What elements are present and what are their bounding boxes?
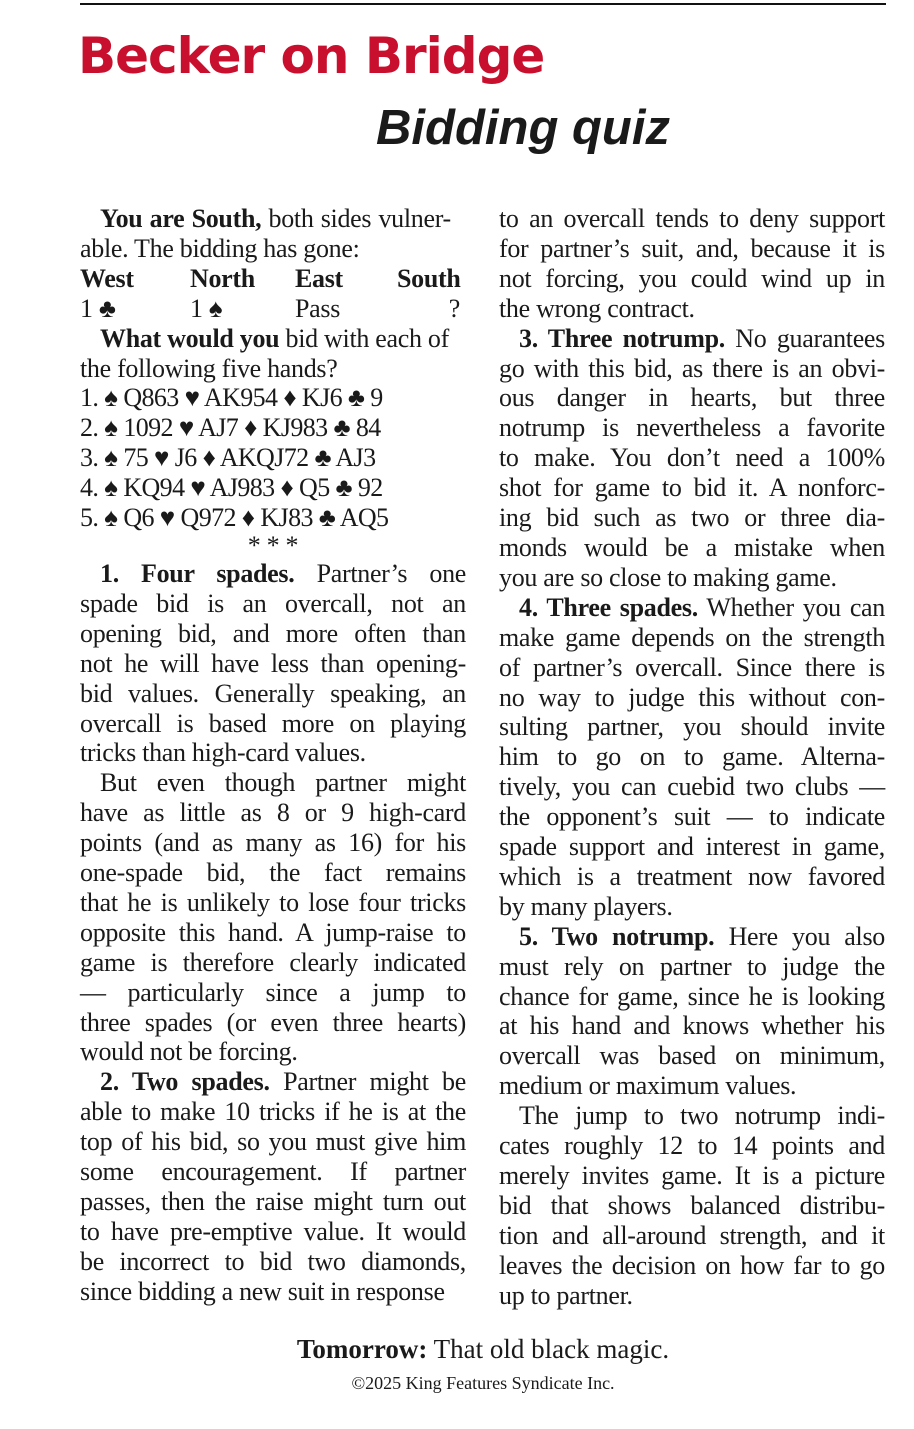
- auction-header-east: East: [295, 263, 343, 293]
- paragraph-line: [499, 982, 885, 1012]
- auction-bid-east: Pass: [295, 293, 341, 323]
- line-text: — particularly since a jump to: [80, 977, 466, 1007]
- line-text: ing bid such as two or three dia-: [499, 503, 885, 533]
- line-text: not he will have less than opening-: [80, 648, 466, 678]
- paragraph-line: [499, 1101, 885, 1131]
- line-text: leaves the decision on how far to go: [499, 1250, 885, 1280]
- paragraph-line: [80, 798, 466, 828]
- paragraph-line: [499, 892, 885, 922]
- right-column: [499, 204, 885, 1311]
- line-text: passes, then the raise might turn out: [80, 1187, 466, 1216]
- line-text: shot for game to bid it. A nonforc-: [499, 473, 885, 503]
- line-text: able to make 10 tricks if he is at the: [80, 1097, 466, 1127]
- paragraph-line: [499, 563, 885, 593]
- answer-1-continued: [80, 768, 466, 1067]
- line-text: for partner’s suit, and, because it is: [499, 233, 885, 263]
- paragraph-line: [80, 1097, 466, 1127]
- question-line: bid with each of: [285, 323, 449, 353]
- answer-1: [80, 559, 466, 768]
- line-text: that he is unlikely to lose four tricks: [80, 887, 466, 917]
- paragraph-line: [499, 503, 885, 533]
- paragraph-line: [80, 1217, 466, 1247]
- hand-2: 2. ♠ 1092 ♥ AJ7 ♦ KJ983 ♣ 84: [80, 413, 381, 443]
- paragraph-line: [499, 1161, 885, 1191]
- paragraph-line: [499, 413, 885, 443]
- line-text: spade support and interest in game,: [499, 832, 885, 862]
- paragraph-line: [499, 383, 885, 413]
- answer-5: [499, 922, 885, 1101]
- intro-lead: You are South,: [100, 204, 262, 233]
- auction-bid-row: [80, 294, 466, 324]
- auction-header-south: South: [397, 263, 461, 293]
- line-text: to have pre-emptive value. It would: [80, 1216, 466, 1246]
- section-separator: * * *: [247, 530, 299, 560]
- intro-paragraph: [80, 204, 466, 264]
- line-text: three spades (or even three hearts): [80, 1007, 466, 1037]
- line-text: tion and all-around strength, and it: [499, 1220, 885, 1250]
- paragraph-line: [80, 1008, 466, 1038]
- paragraph-line: [499, 1041, 885, 1071]
- auction-header-row: [80, 264, 466, 294]
- line-text: since bidding a new suit in response: [80, 1276, 445, 1306]
- line-text: to make. You don’t need a 100%: [499, 443, 885, 473]
- line-text: to an overcall tends to deny support: [499, 204, 885, 233]
- paragraph-line: [80, 768, 466, 798]
- hand-1: 1. ♠ Q863 ♥ AK954 ♦ KJ6 ♣ 9: [80, 383, 383, 413]
- line-text: not forcing, you could wind up in: [499, 263, 885, 293]
- line-text: But even though partner might: [100, 768, 466, 798]
- auction-bid-north: 1 ♠: [190, 293, 223, 323]
- line-text: monds would be a mistake when: [499, 532, 885, 562]
- line-text: sulting partner, you should invite: [499, 712, 885, 742]
- answer-5-continued: [499, 1101, 885, 1310]
- paragraph-line: [80, 1277, 466, 1307]
- line-text: ous danger in hearts, but three: [499, 383, 885, 413]
- hands-list: [80, 383, 466, 533]
- paragraph-line: [499, 832, 885, 862]
- paragraph-line: [499, 1191, 885, 1221]
- line-text: the wrong contract.: [499, 293, 695, 323]
- line-text: The jump to two notrump indi-: [519, 1101, 885, 1131]
- question-lead: What would you: [100, 323, 280, 353]
- question-line: the following five hands?: [80, 353, 338, 383]
- line-text: Partner might be: [283, 1067, 467, 1097]
- answer-heading: 5. Two notrump.: [519, 921, 715, 951]
- line-text: no way to judge this without con-: [499, 682, 885, 712]
- line-text: top of his bid, so you must give him: [80, 1127, 466, 1157]
- answer-heading: 1. Four spades.: [100, 558, 295, 588]
- paragraph-line: [499, 653, 885, 683]
- line-text: up to partner.: [499, 1280, 633, 1310]
- line-text: medium or maximum values.: [499, 1071, 797, 1101]
- paragraph-line: [499, 1221, 885, 1251]
- paragraph-line: [499, 264, 885, 294]
- auction-header-west: West: [80, 263, 134, 293]
- paragraph-line: [499, 1251, 885, 1281]
- copyright-notice: ©2025 King Features Syndicate Inc.: [351, 1373, 615, 1393]
- paragraph-line: [80, 1067, 466, 1097]
- line-text: merely invites game. It is a picture: [499, 1161, 885, 1190]
- line-text: you are so close to making game.: [499, 562, 837, 592]
- line-text: overcall is based more on playing: [80, 708, 466, 738]
- paragraph-line: [499, 443, 885, 473]
- paragraph-line: [499, 1281, 885, 1311]
- line-text: opposite this hand. A jump-raise to: [80, 917, 466, 947]
- paragraph-line: [499, 683, 885, 713]
- line-text: the opponent’s suit — to indicate: [499, 802, 885, 832]
- question-paragraph: [80, 324, 466, 384]
- paragraph-line: [499, 802, 885, 832]
- paragraph-line: [80, 679, 466, 709]
- tomorrow-teaser: [80, 1332, 886, 1366]
- line-text: game is therefore clearly indicated: [80, 947, 466, 977]
- line-text: of partner’s overcall. Since there is: [499, 652, 885, 682]
- paragraph-line: [499, 772, 885, 802]
- paragraph-line: [80, 1127, 466, 1157]
- line-text: No guarantees: [735, 323, 885, 353]
- line-text: cates roughly 12 to 14 points and: [499, 1131, 885, 1161]
- hand-3: 3. ♠ 75 ♥ J6 ♦ AKQJ72 ♣ AJ3: [80, 443, 376, 473]
- line-text: tively, you can cuebid two clubs —: [499, 772, 885, 802]
- paragraph-line: [499, 1071, 885, 1101]
- answer-4: [499, 593, 885, 922]
- left-column: [80, 204, 466, 1307]
- paragraph-line: [80, 559, 466, 589]
- line-text: chance for game, since he is looking: [499, 981, 885, 1011]
- paragraph-line: [80, 1157, 466, 1187]
- auction-bid-south: ?: [448, 293, 460, 323]
- paragraph-line: [499, 354, 885, 384]
- line-text: must rely on partner to judge the: [499, 951, 885, 981]
- line-text: Partner’s one: [316, 558, 467, 588]
- line-text: go with this bid, as there is an obvi-: [499, 353, 885, 383]
- paragraph-line: [499, 234, 885, 264]
- paragraph-line: [80, 649, 466, 679]
- paragraph-line: [499, 294, 885, 324]
- line-text: make game depends on the strength: [499, 622, 885, 652]
- intro-line: both sides vulner-: [268, 204, 451, 233]
- line-text: notrump is nevertheless a favorite: [499, 413, 885, 443]
- line-text: opening bid, and more often than: [80, 618, 466, 648]
- paragraph-line: [499, 533, 885, 563]
- line-text: Whether you can: [706, 592, 886, 622]
- paragraph-line: [499, 712, 885, 742]
- paragraph-line: [499, 952, 885, 982]
- line-text: overcall was based on minimum,: [499, 1041, 885, 1071]
- line-text: tricks than high-card values.: [80, 738, 366, 768]
- paragraph-line: [80, 709, 466, 739]
- paragraph-line: [80, 978, 466, 1008]
- tomorrow-text: That old black magic.: [427, 1334, 670, 1364]
- column-masthead: Becker on Bridge: [78, 27, 545, 85]
- paragraph-line: [499, 623, 885, 653]
- line-text: which is a treatment now favored: [499, 861, 885, 891]
- paragraph-line: [499, 1131, 885, 1161]
- paragraph-line: [80, 948, 466, 978]
- line-text: points (and as many as 16) for his: [80, 828, 466, 858]
- paragraph-line: [499, 473, 885, 503]
- paragraph-line: [80, 738, 466, 768]
- line-text: have as little as 8 or 9 high-card: [80, 798, 466, 828]
- line-text: at his hand and knows whether his: [499, 1011, 885, 1041]
- paragraph-line: [499, 862, 885, 892]
- answer-3: [499, 324, 885, 593]
- top-rule: [80, 3, 886, 5]
- paragraph-line: [80, 828, 466, 858]
- tomorrow-label: Tomorrow:: [296, 1334, 428, 1364]
- answer-heading: 4. Three spades.: [519, 592, 698, 622]
- line-text: would not be forcing.: [80, 1037, 298, 1067]
- paragraph-line: [80, 589, 466, 619]
- paragraph-line: [499, 742, 885, 772]
- hand-5: 5. ♠ Q6 ♥ Q972 ♦ KJ83 ♣ AQ5: [80, 503, 389, 533]
- hand-4: 4. ♠ KQ94 ♥ AJ983 ♦ Q5 ♣ 92: [80, 473, 383, 503]
- paragraph-line: [499, 324, 885, 354]
- paragraph-line: [80, 918, 466, 948]
- line-text: him to go on to game. Alterna-: [499, 742, 885, 772]
- answer-heading: 2. Two spades.: [100, 1067, 270, 1097]
- line-text: bid values. Generally speaking, an: [80, 678, 466, 708]
- auction-bid-west: 1 ♣: [80, 293, 116, 323]
- line-text: some encouragement. If partner: [80, 1157, 466, 1187]
- answer-2: [80, 1067, 466, 1306]
- paragraph-line: [499, 204, 885, 234]
- paragraph-line: [499, 1011, 885, 1041]
- paragraph-line: [499, 593, 885, 623]
- article-title: Bidding quiz: [376, 101, 670, 155]
- line-text: spade bid is an overcall, not an: [80, 588, 466, 618]
- paragraph-line: [80, 888, 466, 918]
- line-text: bid that shows balanced distribu-: [499, 1190, 885, 1220]
- answer-2-continued: [499, 204, 885, 324]
- paragraph-line: [80, 1037, 466, 1067]
- paragraph-line: [80, 1247, 466, 1277]
- answer-heading: 3. Three notrump.: [519, 323, 725, 353]
- line-text: by many players.: [499, 891, 673, 921]
- paragraph-line: [80, 858, 466, 888]
- paragraph-line: [80, 1187, 466, 1217]
- paragraph-line: [499, 922, 885, 952]
- paragraph-line: [80, 619, 466, 649]
- line-text: be incorrect to bid two diamonds,: [80, 1246, 466, 1276]
- line-text: one-spade bid, the fact remains: [80, 858, 466, 888]
- auction-header-north: North: [190, 263, 255, 293]
- line-text: Here you also: [728, 921, 885, 951]
- intro-line: able. The bidding has gone:: [80, 233, 360, 263]
